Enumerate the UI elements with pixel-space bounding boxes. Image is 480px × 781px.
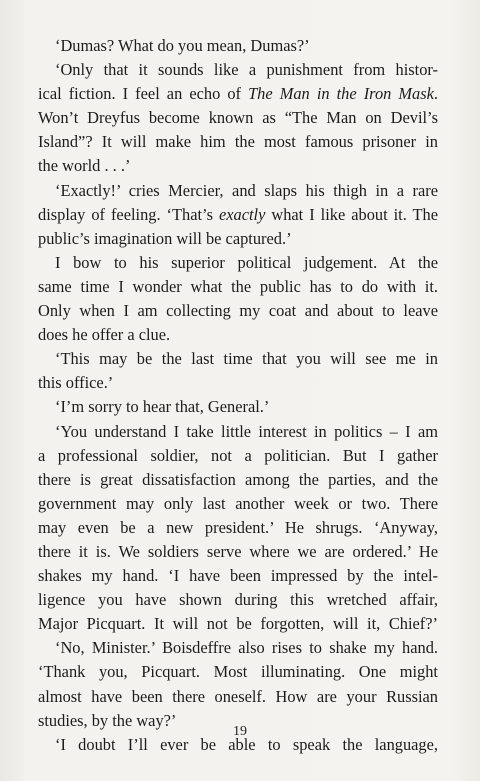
text-line: ‘I doubt I’ll ever be able to speak the language, <box>55 734 438 754</box>
body-text <box>38 34 438 757</box>
text-line: ‘Dumas? What do you mean, Dumas?’ <box>55 36 310 55</box>
text-line: a professional soldier, not a politician. But I gather <box>38 445 438 465</box>
text-line: ‘Thank you, Picquart. Most illuminating. One might <box>38 662 438 682</box>
text-line: I bow to his superior political judgement. At the <box>55 252 438 272</box>
text-line: Won’t Dreyfus become known as “The Man on Devil’s <box>38 108 438 128</box>
text-line: ligence you have shown during this wretched affair, <box>38 590 438 610</box>
text-line: display of feeling. ‘That’s exactly what I like about it. The <box>38 204 439 224</box>
text-line: same time I wonder what the public has to do with it. <box>38 276 438 296</box>
text-line: ‘You understand I take little interest in politics – I am <box>55 421 438 441</box>
text-line: Only when I am collecting my coat and about to leave <box>38 301 438 321</box>
text-line: there it is. We soldiers serve where we are ordered.’ He <box>38 541 438 561</box>
text-line: studies, by the way?’ <box>38 710 177 730</box>
text-line: government may only last another week or two. There <box>38 493 438 513</box>
text-line: ical fiction. I feel an echo of The Man in the Iron Mask. <box>38 84 439 104</box>
text-line: ‘This may be the last time that you will see me in <box>55 349 438 369</box>
text-line: ‘I’m sorry to hear that, General.’ <box>55 397 270 417</box>
text-line: ‘Only that it sounds like a punishment from histor- <box>55 60 438 80</box>
text-line: ‘No, Minister.’ Boisdeffre also rises to shake my hand. <box>55 638 438 658</box>
text-line: ‘Exactly!’ cries Mercier, and slaps his thigh in a rare <box>55 180 438 200</box>
text-line: does he offer a clue. <box>38 325 171 345</box>
text-line: may even be a new president.’ He shrugs. ‘Anyway, <box>38 517 438 537</box>
text-line: shakes my hand. ‘I have been impressed by the intel- <box>38 566 438 586</box>
text-line: almost have been there oneself. How are your Russian <box>38 686 438 706</box>
text-line: this office.’ <box>38 373 114 393</box>
text-line: there is great dissatisfaction among the parties, and the <box>38 469 438 489</box>
page-number: 19 <box>233 724 247 739</box>
text-line: Major Picquart. It will not be forgotten, will it, Chief?’ <box>38 614 438 634</box>
text-line: public’s imagination will be captured.’ <box>38 228 292 248</box>
text-line: the world . . .’ <box>38 156 131 176</box>
text-line: Island”? It will make him the most famous prisoner in <box>38 132 438 152</box>
